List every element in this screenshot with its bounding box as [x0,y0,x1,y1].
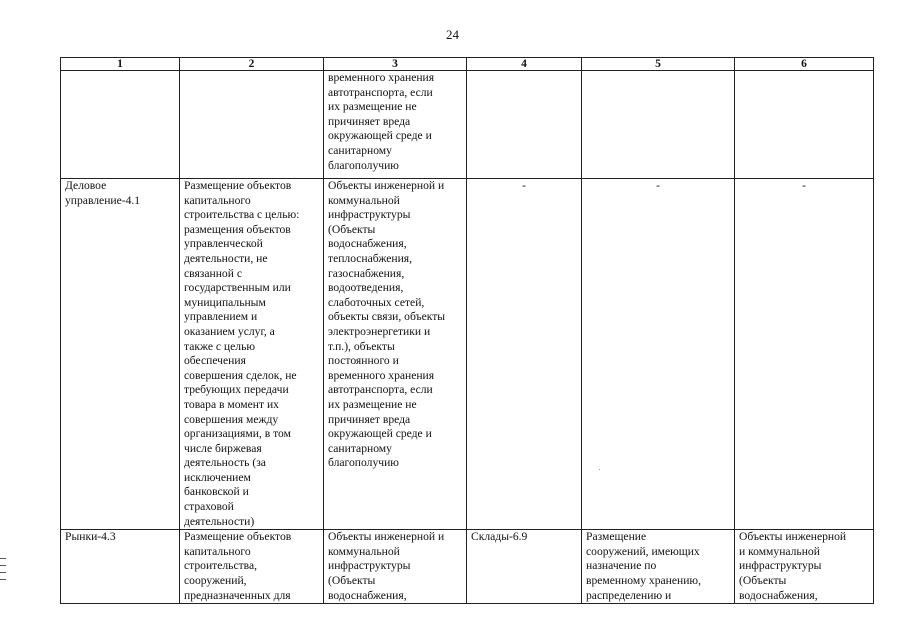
scan-edge-mark [0,558,6,580]
table-cell: Склады-6.9 [467,530,582,604]
table-cell: - [467,179,582,530]
table-row [61,71,874,179]
table-cell: Деловое управление-4.1 [61,179,180,530]
table-cell: Размещение объектов капитального строительства с целью: размещения объектов управленческой деятельности, не связанной с государственным или муниципальным управлением и оказанием услуг, а также с целью обеспечения совершения сделок, не требующих передачи товара в момент их совершения между организациями, в том числе биржевая деятельность (за исключением банковской и страховой деятельности) [180,179,324,530]
column-header-5: 5 [582,58,735,71]
table-cell [61,71,180,179]
page-number: 24 [446,27,459,42]
table-cell: - [735,179,874,530]
table-cell [180,71,324,179]
table-cell: Объекты инженерной и коммунальной инфраструктуры (Объекты водоснабжения, [324,530,467,604]
land-use-table [60,57,874,604]
table-cell [582,71,735,179]
column-header-1: 1 [61,58,180,71]
column-header-4: 4 [467,58,582,71]
column-header-6: 6 [735,58,874,71]
table-cell: - [582,179,735,530]
table-cell: Рынки-4.3 [61,530,180,604]
table-row [61,530,874,604]
header-row [61,58,874,71]
column-header-2: 2 [180,58,324,71]
table-cell: Размещение объектов капитального строительства, сооружений, предназначенных для [180,530,324,604]
column-header-3: 3 [324,58,467,71]
scan-speck [599,469,600,470]
table-cell: Размещение сооружений, имеющих назначение по временному хранению, распределению и [582,530,735,604]
table-cell: временного хранения автотранспорта, если их размещение не причиняет вреда окружающей среде и санитарному благополучию [324,71,467,179]
table-cell [467,71,582,179]
table-cell [735,71,874,179]
table-cell: Объекты инженерной и коммунальной инфраструктуры (Объекты водоснабжения, [735,530,874,604]
table-row [61,179,874,530]
table-cell: Объекты инженерной и коммунальной инфраструктуры (Объекты водоснабжения, теплоснабжения, газоснабжения, водоотведения, слаботочных сетей, объекты связи, объекты электроэнергетики и т.п.), объекты постоянного и временного хранения автотранспорта, если их размещение не причиняет вреда окружающей среде и санитарному благополучию [324,179,467,530]
